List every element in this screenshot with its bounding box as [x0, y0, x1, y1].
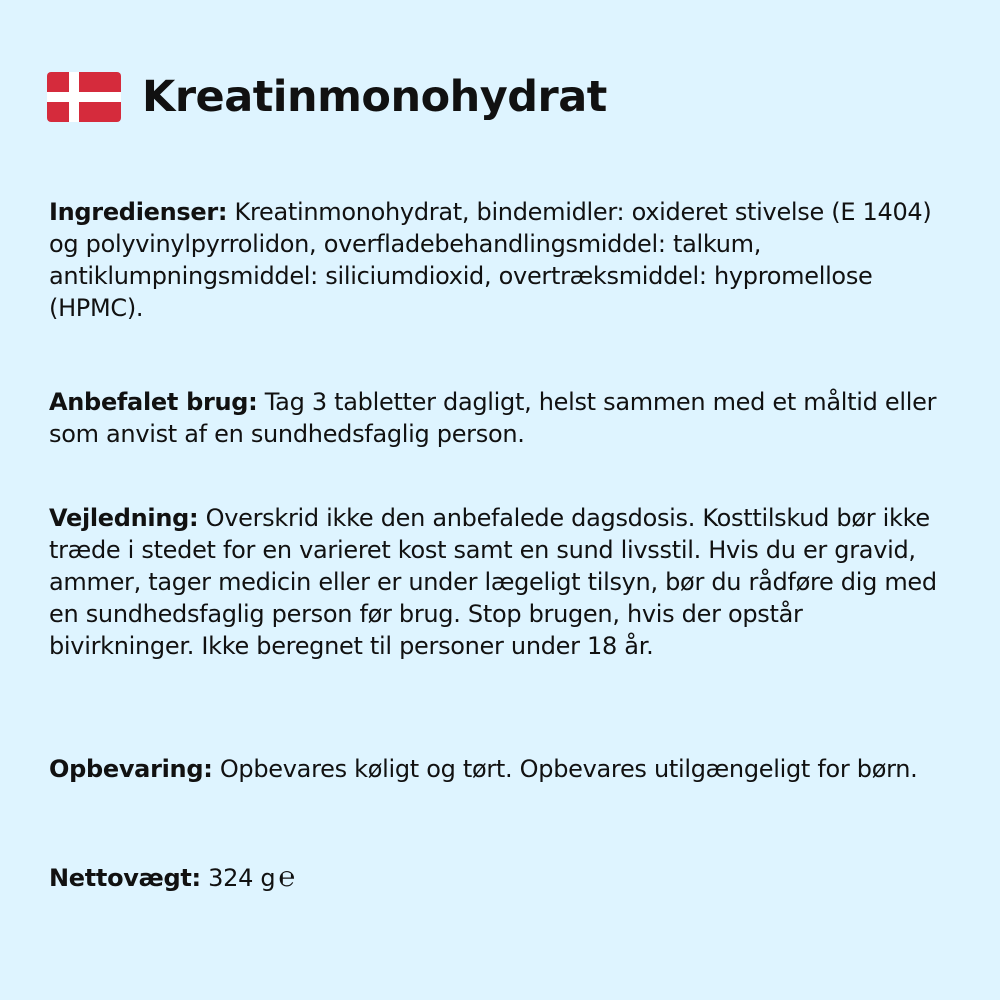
usage-label: Anbefalet brug: [49, 388, 258, 416]
storage-section [49, 753, 954, 785]
header [47, 70, 607, 124]
guidance-text: Overskrid ikke den anbefalede dagsdosis. Kosttilskud bør ikke træde i stedet for en varieret kost samt en sund livsstil. Hvis du er gravid, ammer, tager medicin eller er under lægeligt tilsyn, bør du rådføre dig med en sundhedsfaglig person før brug. Stop brugen, hvis der opstår bivirkninger. Ikke beregnet til personer under 18 år. [49, 504, 937, 660]
ingredients-text: Kreatinmonohydrat, bindemidler: oxideret stivelse (E 1404) og polyvinylpyrrolidon, overfladebehandlingsmiddel: talkum, antiklumpningsmiddel: siliciumdioxid, overtræksmiddel: hypromellose (HPMC). [49, 198, 932, 322]
estimated-sign-icon: ℮ [278, 860, 295, 893]
usage-text: Tag 3 tabletter dagligt, helst sammen med et måltid eller som anvist af en sundhedsfaglig person. [49, 388, 937, 448]
denmark-flag-icon [47, 72, 121, 122]
net-weight-section [49, 862, 954, 894]
guidance-section [49, 502, 954, 662]
ingredients-label: Ingredienser: [49, 198, 228, 226]
usage-section [49, 386, 954, 450]
net-weight-value: 324 g [200, 864, 276, 892]
guidance-label: Vejledning: [49, 504, 199, 532]
storage-text: Opbevares køligt og tørt. Opbevares utilgængeligt for børn. [212, 755, 918, 783]
net-weight-label: Nettovægt: [49, 864, 201, 892]
page-title: Kreatinmonohydrat [142, 72, 607, 122]
ingredients-section [49, 196, 954, 324]
storage-label: Opbevaring: [49, 755, 213, 783]
